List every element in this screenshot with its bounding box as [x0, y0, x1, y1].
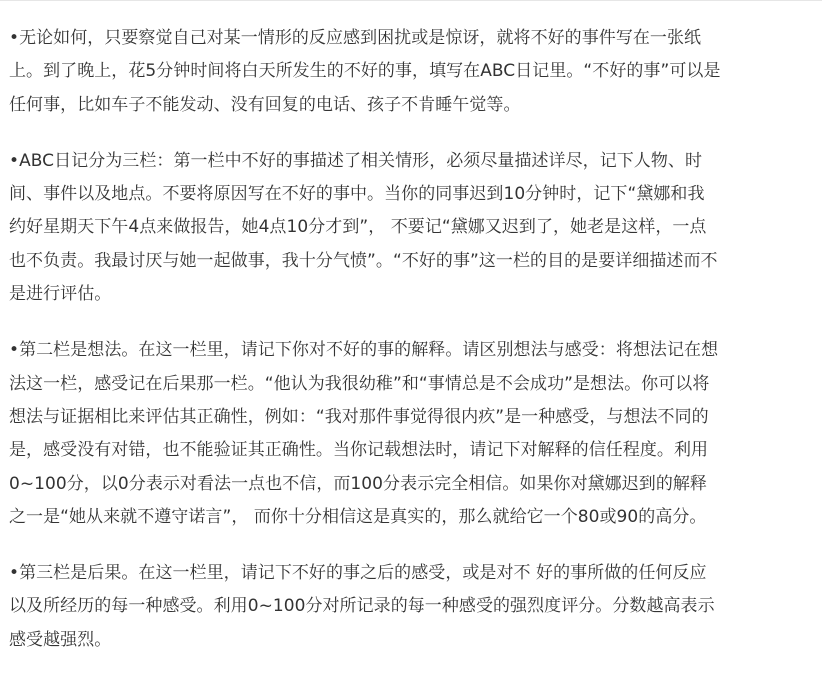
- paragraph-column-two: [9, 334, 809, 534]
- paragraph-line: 法这一栏，感受记在后果那一栏。“他认为我很幼稚”和“事情总是不会成功”是想法。你可以将: [9, 373, 710, 394]
- paragraph-line: 间、事件以及地点。不要将原因写在不好的事中。当你的同事迟到10分钟时，记下“黛娜和我: [9, 184, 705, 205]
- paragraph-line: 约好星期天下午4点来做报告，她4点10分才到”， 不要记“黛娜又迟到了，她老是这样，一点: [9, 217, 707, 238]
- paragraph-line: 感受越强烈。: [9, 629, 112, 650]
- paragraph-line: 之一是“她从来就不遵守诺言”， 而你十分相信这是真实的，那么就给它一个80或90的高分。: [9, 506, 707, 527]
- paragraph-line: 任何事，比如车子不能发动、没有回复的电话、孩子不肯睡午觉等。: [9, 94, 521, 115]
- top-divider: [0, 0, 822, 1]
- paragraph-column-three: [9, 557, 809, 657]
- paragraph-line: 0~100分，以0分表示对看法一点也不信，而100分表示完全相信。如果你对黛娜迟到的解释: [9, 473, 707, 494]
- paragraph-column-one: [9, 145, 809, 311]
- paragraph-line: •ABC日记分为三栏：第一栏中不好的事描述了相关情形，必须尽量描述详尽，记下人物、时: [9, 150, 702, 171]
- paragraph-line: 上。到了晚上，花5分钟时间将白天所发生的不好的事，填写在ABC日记里。“不好的事”可以是: [9, 61, 721, 82]
- article-body: [9, 22, 809, 680]
- paragraph-line: •无论如何，只要察觉自己对某一情形的反应感到困扰或是惊讶，就将不好的事件写在一张纸: [9, 28, 702, 48]
- paragraph-instructions: [9, 22, 809, 122]
- paragraph-line: 是，感受没有对错，也不能验证其正确性。当你记载想法时，请记下对解释的信任程度。利用: [9, 440, 709, 461]
- paragraph-line: 以及所经历的每一种感受。利用0~100分对所记录的每一种感受的强烈度评分。分数越高表示: [9, 596, 715, 617]
- paragraph-line: •第二栏是想法。在这一栏里，请记下你对不好的事的解释。请区别想法与感受：将想法记在想: [9, 340, 719, 361]
- paragraph-line: 想法与证据相比来评估其正确性，例如：“我对那件事觉得很内疚”是一种感受，与想法不同的: [9, 406, 709, 427]
- paragraph-line: 是进行评估。: [9, 284, 112, 305]
- paragraph-line: •第三栏是后果。在这一栏里，请记下不好的事之后的感受，或是对不 好的事所做的任何反应: [9, 563, 707, 584]
- paragraph-line: 也不负责。我最讨厌与她一起做事，我十分气愤”。“不好的事”这一栏的目的是要详细描述而不: [9, 250, 718, 271]
